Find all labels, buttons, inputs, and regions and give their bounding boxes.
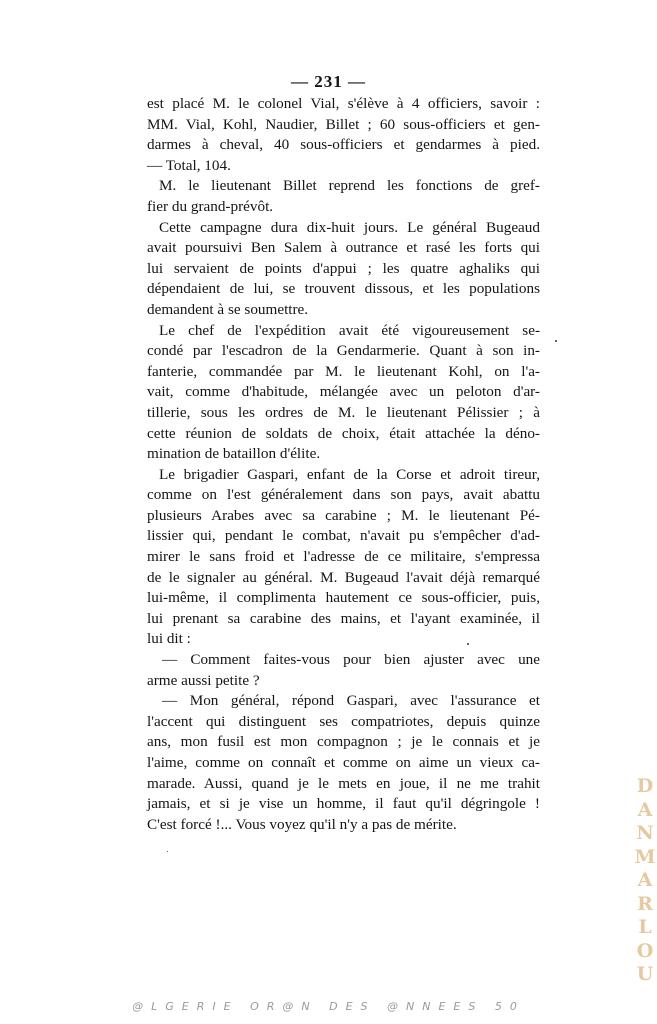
body-text (147, 94, 540, 835)
watermark-letter: N (636, 822, 654, 844)
text-line: condé par l'escadron de la Gendarmerie. Quant à son in- (147, 342, 540, 360)
text-line: mination de bataillon d'élite. (147, 445, 321, 463)
text-line: Le brigadier Gaspari, enfant de la Corse et adroit tireur, (159, 465, 540, 483)
text-line: est placé M. le colonel Vial, s'élève à 4 officiers, savoir : (147, 95, 540, 112)
text-line: fier du grand-prévôt. (147, 197, 274, 215)
text-line: jamais, et si je vise un homme, il faut qu'il dégringole ! (147, 795, 540, 813)
text-line: fanterie, commandée par M. le lieutenant Kohl, on l'a- (147, 362, 540, 380)
text-line: arme aussi petite ? (147, 671, 260, 689)
text-line: Cette campagne dura dix-huit jours. Le général Bugeaud (159, 218, 540, 236)
text-line: comme on l'est généralement dans son pays, avait abattu (147, 486, 540, 504)
text-line: cette réunion de soldats de choix, était attachée la déno- (147, 424, 540, 442)
scan-speck (555, 340, 557, 342)
watermark-letter: A (637, 869, 653, 891)
text-line: MM. Vial, Kohl, Naudier, Billet ; 60 sous-officiers et gen- (147, 115, 540, 133)
text-line: lui-même, il complimenta hautement ce sous-officier, puis, (147, 589, 540, 607)
scan-speck (467, 643, 469, 645)
page-number: — 231 — (291, 72, 366, 91)
scan-speck (167, 851, 168, 852)
text-line: — Mon général, répond Gaspari, avec l'assurance et (162, 692, 540, 710)
text-line: — Comment faites-vous pour bien ajuster avec une (162, 651, 540, 669)
text-line: marade. Aussi, quand je le mets en joue, il ne me trahit (147, 774, 540, 792)
text-line: mirer le sans froid et l'adresse de ce militaire, s'empressa (147, 548, 540, 566)
text-line: l'aime, comme on connaît et comme on aime un vieux ca- (147, 754, 540, 771)
watermark-vertical (633, 775, 657, 987)
text-line: ans, mon fusil est mon compagnon ; je le connais et je (147, 733, 540, 751)
watermark-letter: D (636, 775, 654, 797)
watermark-letter: M (634, 845, 656, 868)
watermark-letter: U (636, 963, 654, 985)
text-line: tillerie, sous les ordres de M. le lieutenant Pélissier ; à (147, 403, 540, 421)
text-line: C'est forcé !... Vous voyez qu'il n'y a pas de mérite. (147, 815, 457, 833)
text-line: M. le lieutenant Billet reprend les fonctions de gref- (159, 177, 540, 195)
text-line: l'accent qui distinguent ses compatriotes, depuis quinze (147, 712, 540, 730)
text-line: avait poursuivi Ben Salem à outrance et rasé les forts qui (147, 239, 540, 257)
text-line: vait, comme d'habitude, mélangée avec un peloton d'ar- (147, 383, 540, 401)
text-line: de le signaler au général. M. Bugeaud l'avait déjà remarqué (147, 568, 540, 586)
text-line: demandent à se soumettre. (147, 300, 309, 318)
text-line: — Total, 104. (147, 156, 231, 174)
watermark-letter: O (636, 939, 654, 962)
text-line: darmes à cheval, 40 sous-officiers et gendarmes à pied. (147, 136, 540, 154)
watermark-footer: @LGERIE OR@N DES @NNEES 50 (132, 1000, 525, 1013)
watermark-letter: A (637, 798, 653, 821)
watermark-letter: R (637, 892, 653, 915)
text-line: lui dit : (147, 630, 191, 648)
text-line: Le chef de l'expédition avait été vigoureusement se- (159, 321, 540, 339)
text-line: lissier qui, pendant le combat, n'avait pu s'empêcher d'ad- (147, 527, 540, 545)
text-line: lui servaient de points d'appui ; les quatre aghaliks qui (147, 259, 540, 277)
text-line: dépendaient de lui, se trouvent dissous, et les populations (147, 280, 540, 298)
text-line: plusieurs Arabes avec sa carabine ; M. le lieutenant Pé- (147, 506, 540, 524)
watermark-letter: L (638, 916, 652, 938)
text-line: lui prenant sa carabine des mains, et l'ayant examinée, il (147, 609, 540, 627)
